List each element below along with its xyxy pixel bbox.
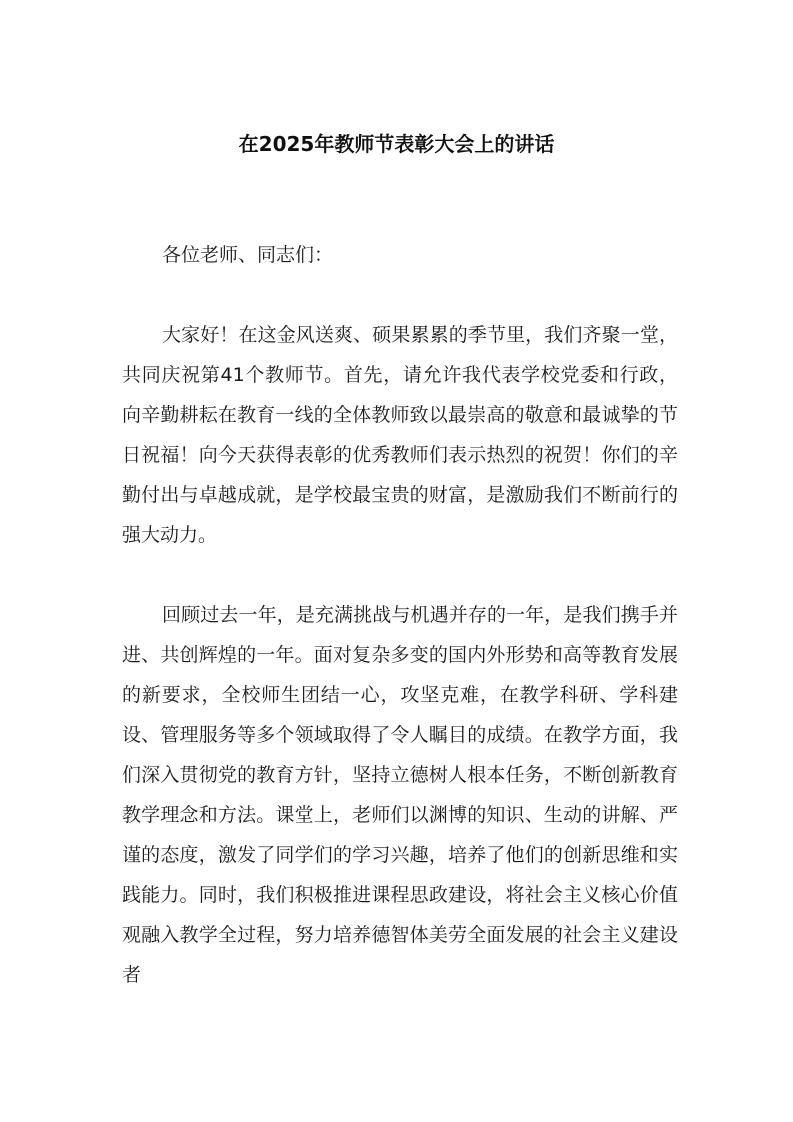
paragraph-greeting: 大家好！在这金风送爽、硕果累累的季节里，我们齐聚一堂，共同庆祝第41个教师节。首先，请允许我代表学校党委和行政，向辛勤耕耘在教育一线的全体教师致以最崇高的敬意和最诚挚的节日祝福！向今天获得表彰的优秀教师们表示热烈的祝贺！你们的辛勤付出与卓越成就，是学校最宝贵的财富，是激励我们不断前行的强大动力。 [122,324,678,546]
document-title: 在2025年教师节表彰大会上的讲话 [238,132,555,156]
paragraph-review: 回顾过去一年，是充满挑战与机遇并存的一年，是我们携手并进、共创辉煌的一年。面对复杂多变的国内外形势和高等教育发展的新要求，全校师生团结一心，攻坚克难，在教学科研、学科建设、管理服务等多个领域取得了令人瞩目的成绩。在教学方面，我们深入贯彻党的教育方针，坚持立德树人根本任务，不断创新教育教学理念和方法。课堂上，老师们以渊博的知识、生动的讲解、严谨的态度，激发了同学们的学习兴趣，培养了他们的创新思维和实践能力。同时，我们积极推进课程思政建设，将社会主义核心价值观融入教学全过程，努力培养德智体美劳全面发展的社会主义建设者 [122,604,678,986]
salutation: 各位老师、同志们： [162,244,334,266]
document-body [122,235,678,995]
